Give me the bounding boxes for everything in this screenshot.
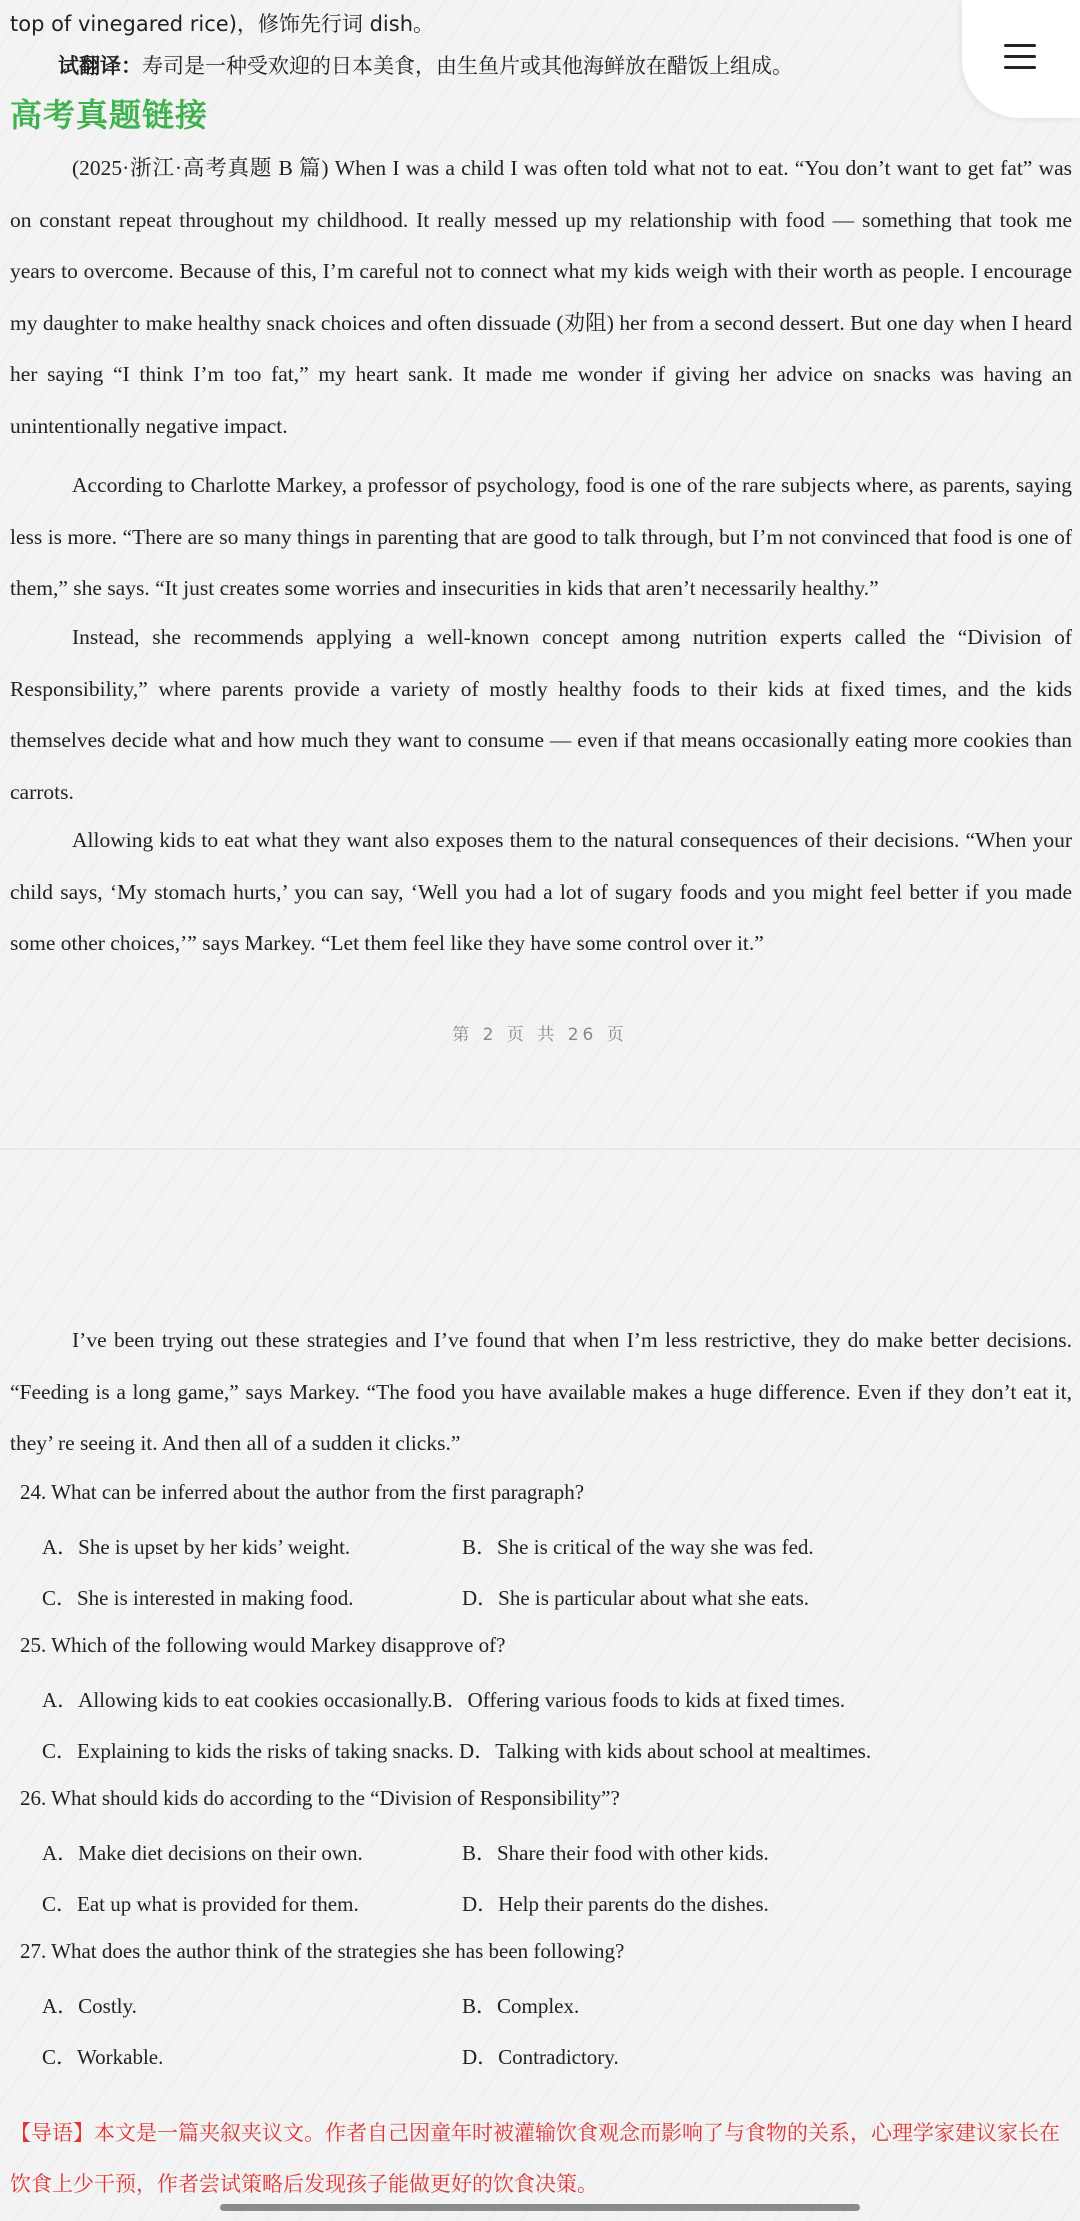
question-26-option-c: C．Eat up what is provided for them. — [42, 1892, 359, 1916]
translation-text: 寿司是一种受欢迎的日本美食，由生鱼片或其他海鲜放在醋饭上组成。 — [142, 54, 793, 78]
question-27-option-d: D．Contradictory. — [462, 2045, 619, 2069]
question-25-stem: 25. Which of the following would Markey disapprove of? — [20, 1633, 506, 1657]
previous-page-fragment: top of vinegared rice)，修饰先行词 dish。 — [10, 12, 435, 36]
question-27-option-a: A．Costly. — [42, 1994, 137, 2018]
passage-paragraph-5: I’ve been trying out these strategies and I’ve found that when I’m less restrictive, they do make better decisions. “Feeding is a long game,” says Markey. “The food you have available makes a huge difference. Even if they don’t eat it, they’ re seeing it. And then all of a sudden it clicks.” — [10, 1328, 1072, 1455]
question-26-stem: 26. What should kids do according to the “Division of Responsibility”? — [20, 1786, 620, 1810]
guide-summary: 【导语】本文是一篇夹叙夹议文。作者自己因童年时被灌输饮食观念而影响了与食物的关系，心理学家建议家长在饮食上少干预，作者尝试策略后发现孩子能做更好的饮食决策。 — [10, 2121, 1060, 2196]
section-title: 高考真题链接 — [10, 96, 209, 134]
passage-paragraph-1: (2025·浙江·高考真题 B 篇) When I was a child I was often told what not to eat. “You don’t want to get fat” was on constant repeat throughout my childhood. It really messed up my relationship with food — something that took me years to overcome. Because of this, I’m careful not to connect what my kids weigh with their worth as people. I encourage my daughter to make healthy snack choices and often dissuade (劝阻) her from a second dessert. But one day when I heard her saying “I think I’m too fat,” my heart sank. It made me wonder if giving her advice on snacks was having an unintentionally negative impact. — [10, 156, 1072, 438]
question-27-option-c: C．Workable. — [42, 2045, 164, 2069]
question-27-option-b: B．Complex. — [462, 1994, 580, 2018]
question-24-option-d: D．She is particular about what she eats. — [462, 1586, 809, 1610]
question-24-option-b: B．She is critical of the way she was fed. — [462, 1535, 814, 1559]
passage-paragraph-3: Instead, she recommends applying a well-known concept among nutrition experts called the “Division of Responsibility,” where parents provide a variety of mostly healthy foods to their kids at fixed times, and the kids themselves decide what and how much they want to consume — even if that means occasionally eating more cookies than carrots. — [10, 625, 1072, 804]
translation-label: 试翻译： — [58, 54, 142, 78]
translation-line — [58, 50, 793, 80]
passage-paragraph-4: Allowing kids to eat what they want also exposes them to the natural consequences of their decisions. “When your child says, ‘My stomach hurts,’ you can say, ‘Well you had a lot of sugary foods and you might feel better if you made some other choices,’” says Markey. “Let them feel like they have some control over it.” — [10, 828, 1072, 955]
question-26-option-a: A．Make diet decisions on their own. — [42, 1841, 363, 1865]
question-26-option-b: B．Share their food with other kids. — [462, 1841, 769, 1865]
question-25-options-ab: A．Allowing kids to eat cookies occasionally.B．Offering various foods to kids at fixed times. — [42, 1688, 846, 1712]
menu-button[interactable] — [962, 0, 1080, 118]
question-24-option-c: C．She is interested in making food. — [42, 1586, 354, 1610]
question-27-stem: 27. What does the author think of the strategies she has been following? — [20, 1939, 625, 1963]
home-indicator[interactable] — [220, 2204, 860, 2211]
page-number-footer: 第 2 页 共 26 页 — [452, 1025, 628, 1045]
passage-paragraph-2: According to Charlotte Markey, a professor of psychology, food is one of the rare subjects where, as parents, saying less is more. “There are so many things in parenting that are good to talk through, but I’m not convinced that food is one of them,” she says. “It just creates some worries and insecurities in kids that aren’t necessarily healthy.” — [10, 473, 1072, 600]
question-25-options-cd: C．Explaining to kids the risks of taking snacks. D．Talking with kids about school at mealtimes. — [42, 1739, 872, 1763]
hamburger-menu-icon — [1004, 44, 1036, 70]
question-26-option-d: D．Help their parents do the dishes. — [462, 1892, 769, 1916]
question-24-stem: 24. What can be inferred about the author from the first paragraph? — [20, 1480, 585, 1504]
question-24-option-a: A．She is upset by her kids’ weight. — [42, 1535, 351, 1559]
